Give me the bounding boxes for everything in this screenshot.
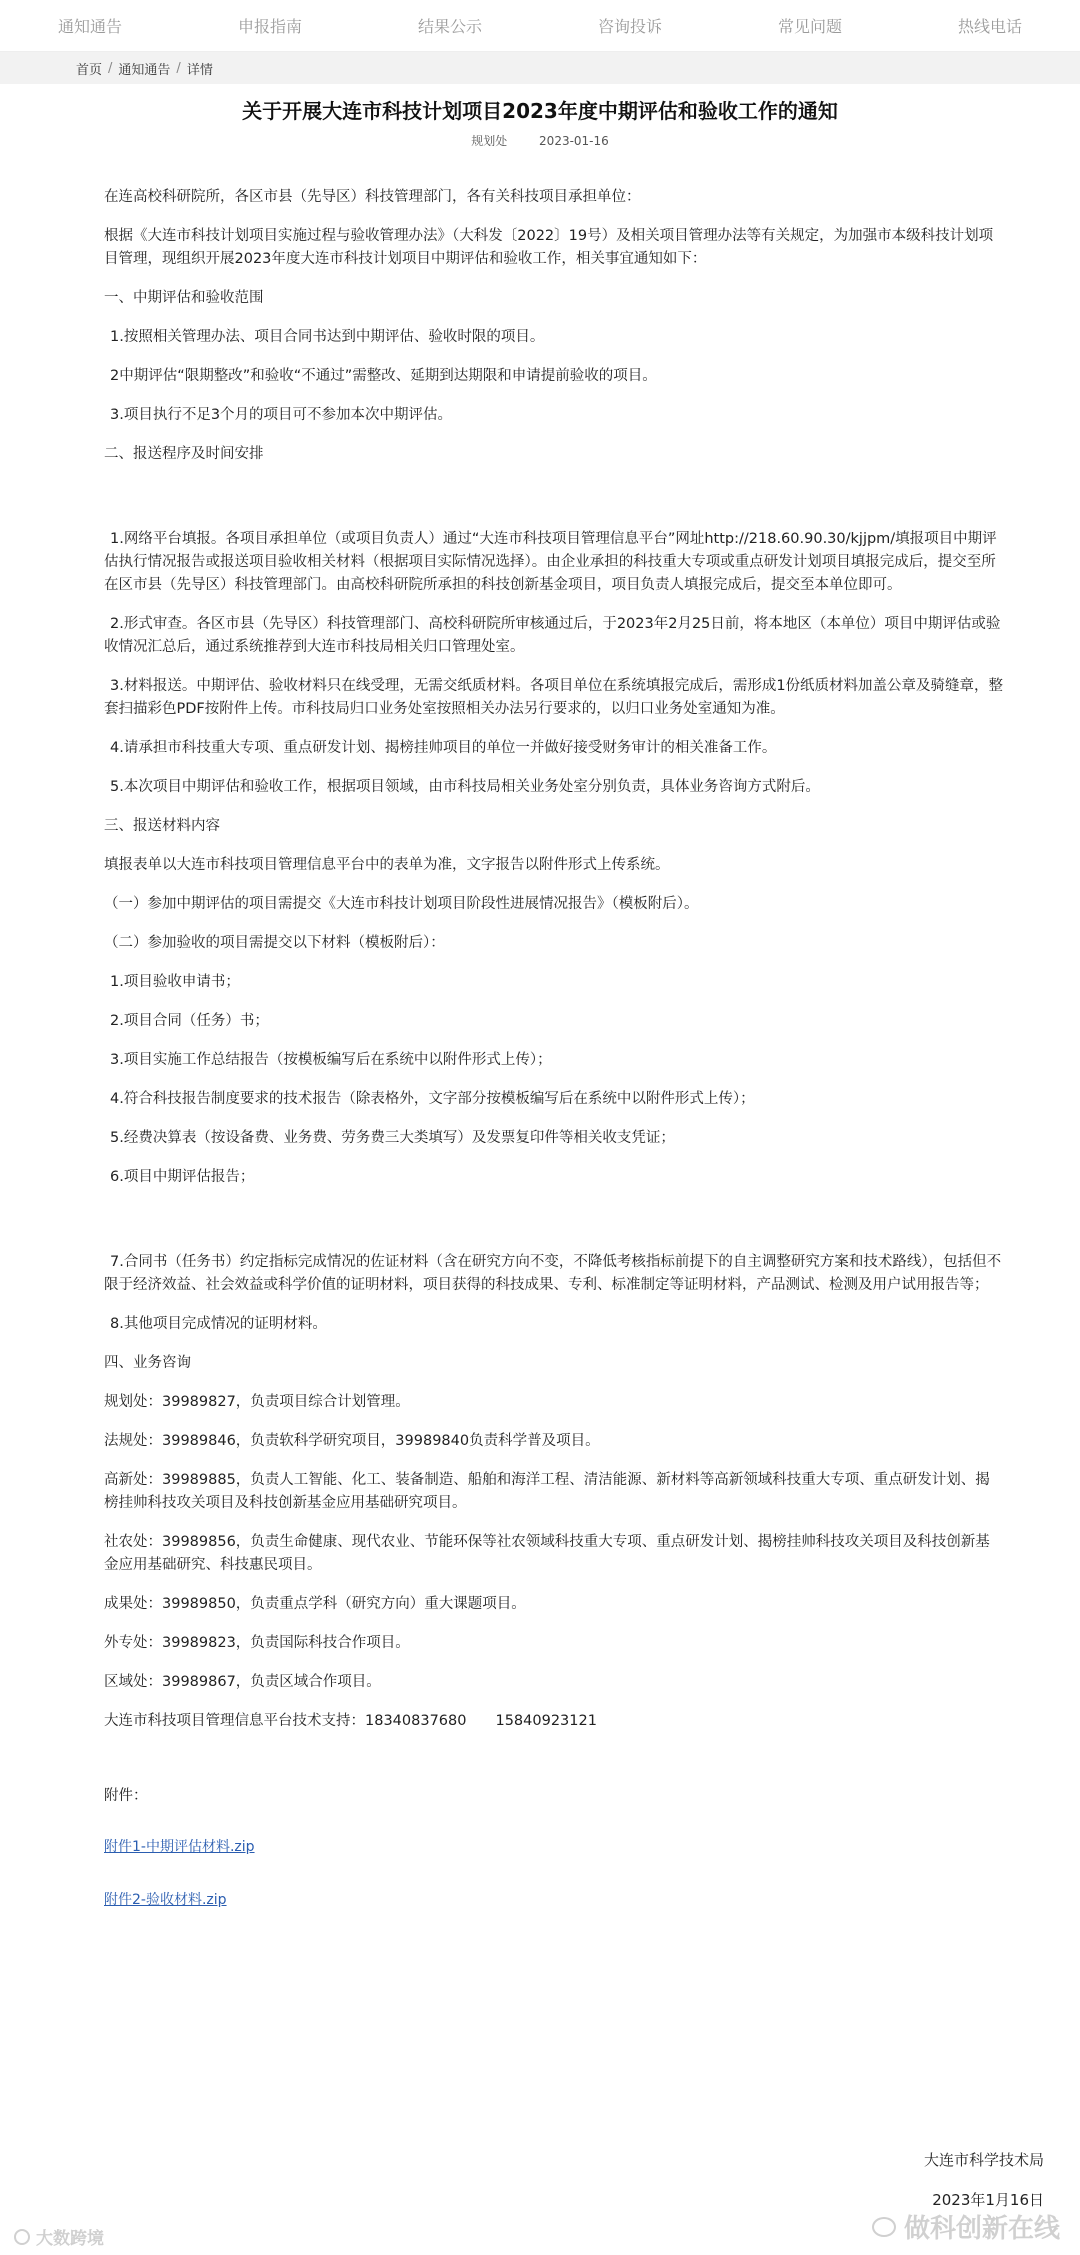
list-item: 2.项目合同（任务）书； — [110, 1013, 269, 1029]
paragraph: 在连高校科研院所，各区市县（先导区）科技管理部门，各有关科技项目承担单位： — [104, 189, 641, 205]
list-item: 5.经费决算表（按设备费、业务费、劳务费三大类填写）及发票复印件等相关收支凭证； — [110, 1130, 675, 1146]
paragraph: （一）参加中期评估的项目需提交《大连市科技计划项目阶段性进展情况报告》（模板附后）。 — [104, 896, 699, 912]
paragraph: 1.按照相关管理办法、项目合同书达到中期评估、验收时限的项目。 — [110, 329, 545, 345]
nav-faq[interactable]: 常见问题 — [777, 17, 842, 36]
watermark-logo-icon — [14, 2229, 30, 2245]
paragraph: 根据《大连市科技计划项目实施过程与验收管理办法》（大科发〔2022〕19号）及相关项目管理办法等有关规定，为加强市本级科技计划项目管理，现组织开展2023年度大连市科技计划项目中期评估和验收工作，相关事宜通知如下： — [104, 228, 994, 267]
nav-notices[interactable]: 通知通告 — [57, 17, 122, 36]
nav-guidelines[interactable]: 申报指南 — [237, 17, 302, 36]
contact-line: 高新处：39989885，负责人工智能、化工、装备制造、船舶和海洋工程、清洁能源、新材料等高新领域科技重大专项、重点研发计划、揭榜挂帅科技攻关项目及科技创新基金应用基础研究项目。 — [104, 1472, 990, 1511]
paragraph: 2中期评估“限期整改”和验收“不通过”需整改、延期到达期限和申请提前验收的项目。 — [110, 368, 657, 384]
attachment-link-midterm[interactable]: 附件1-中期评估材料.zip — [104, 1839, 255, 1855]
list-item: 8.其他项目完成情况的证明材料。 — [110, 1316, 327, 1332]
signature-date: 2023年1月16日 — [932, 2191, 1044, 2209]
tech-support-line: 大连市科技项目管理信息平台技术支持：18340837680 15840923121 — [104, 1713, 597, 1729]
list-item: 7.合同书（任务书）约定指标完成情况的佐证材料（含在研究方向不变，不降低考核指标前提下的自主调整研究方案和技术路线），包括但不限于经济效益、社会效益或科学价值的证明材料，项目获得的科技成果、专利、标准制定等证明材料，产品测试、检测及用户试用报告等； — [104, 1254, 1002, 1293]
attachment-link-acceptance[interactable]: 附件2-验收材料.zip — [104, 1892, 227, 1908]
watermark-right — [872, 2208, 1060, 2245]
breadcrumb-separator: / — [176, 60, 181, 76]
paragraph: （二）参加验收的项目需提交以下材料（模板附后）： — [104, 935, 445, 951]
breadcrumb — [0, 52, 1080, 84]
section-heading: 四、业务咨询 — [104, 1355, 191, 1371]
list-item: 1.项目验收申请书； — [110, 974, 240, 990]
paragraph: 2.形式审查。各区市县（先导区）科技管理部门、高校科研院所审核通过后，于2023年2月25日前，将本地区（本单位）项目中期评估或验收情况汇总后，通过系统推荐到大连市科技局相关归口管理处室。 — [104, 616, 1001, 655]
list-item: 4.符合科技报告制度要求的技术报告（除表格外，文字部分按模板编写后在系统中以附件形式上传）； — [110, 1091, 755, 1107]
nav-complaints[interactable]: 咨询投诉 — [597, 17, 662, 36]
paragraph: 5.本次项目中期评估和验收工作，根据项目领域，由市科技局相关业务处室分别负责，具体业务咨询方式附后。 — [110, 779, 820, 795]
blank-space — [104, 1749, 1004, 1785]
section-heading: 三、报送材料内容 — [104, 818, 220, 834]
nav-hotline[interactable]: 热线电话 — [957, 17, 1022, 36]
breadcrumb-current: 详情 — [186, 62, 213, 78]
list-item: 6.项目中期评估报告； — [110, 1169, 255, 1185]
watermark-left-text: 大数跨境 — [36, 2229, 104, 2249]
blank-space — [104, 1875, 1004, 1889]
paragraph: 填报表单以大连市科技项目管理信息平台中的表单为准，文字报告以附件形式上传系统。 — [104, 857, 670, 873]
article-department: 规划处 — [471, 134, 508, 148]
contact-line: 法规处：39989846，负责软科学研究项目，39989840负责科学普及项目。 — [104, 1433, 600, 1449]
article-body — [104, 186, 1004, 1928]
contact-line: 成果处：39989850，负责重点学科（研究方向）重大课题项目。 — [104, 1596, 526, 1612]
contact-line: 社农处：39989856，负责生命健康、现代农业、节能环保等社农领域科技重大专项、重点研发计划、揭榜挂帅科技攻关项目及科技创新基金应用基础研究、科技惠民项目。 — [104, 1534, 990, 1573]
blank-space — [104, 1205, 1004, 1251]
page-title: 关于开展大连市科技计划项目2023年度中期评估和验收工作的通知 — [242, 99, 838, 123]
paragraph: 3.材料报送。中期评估、验收材料只在线受理，无需交纸质材料。各项目单位在系统填报完成后，需形成1份纸质材料加盖公章及骑缝章，整套扫描彩色PDF按附件上传。市科技局归口业务处室按照相关办法另行要求的，以归口业务处室通知为准。 — [104, 678, 1004, 717]
paragraph: 4.请承担市科技重大专项、重点研发计划、揭榜挂帅项目的单位一并做好接受财务审计的相关准备工作。 — [110, 740, 777, 756]
watermark-right-text: 做科创新在线 — [903, 2214, 1060, 2244]
contact-line: 外专处：39989823，负责国际科技合作项目。 — [104, 1635, 410, 1651]
watermark-left — [14, 2224, 104, 2249]
contact-line: 规划处：39989827，负责项目综合计划管理。 — [104, 1394, 410, 1410]
breadcrumb-separator: / — [108, 60, 113, 76]
paragraph: 1.网络平台填报。各项目承担单位（或项目负责人）通过“大连市科技项目管理信息平台”网址http://218.60.90.30/kjjpm/填报项目中期评估执行情况报告或报送项目验收相关材料（根据项目实际情况选择）。由企业承担的科技重大专项或重点研发计划项目填报完成后，提交至所在区市县（先导区）科技管理部门。由高校科研院所承担的科技创新基金项目，项目负责人填报完成后，提交至本单位即可。 — [104, 531, 997, 593]
paragraph: 3.项目执行不足3个月的项目可不参加本次中期评估。 — [110, 407, 453, 423]
section-heading: 二、报送程序及时间安排 — [104, 446, 264, 462]
attachments-label: 附件： — [104, 1788, 148, 1804]
list-item: 3.项目实施工作总结报告（按模板编写后在系统中以附件形式上传）； — [110, 1052, 552, 1068]
section-heading: 一、中期评估和验收范围 — [104, 290, 264, 306]
signature-org: 大连市科学技术局 — [923, 2151, 1044, 2169]
breadcrumb-notices[interactable]: 通知通告 — [118, 62, 171, 78]
nav-results[interactable]: 结果公示 — [417, 17, 482, 36]
top-navigation — [0, 0, 1080, 52]
breadcrumb-home[interactable]: 首页 — [76, 62, 103, 78]
blank-space — [104, 482, 1004, 528]
wechat-logo-icon — [872, 2217, 896, 2237]
blank-space — [104, 1824, 1004, 1836]
article-date: 2023-01-16 — [539, 134, 609, 148]
contact-line: 区域处：39989867，负责区域合作项目。 — [104, 1674, 381, 1690]
article-meta — [0, 132, 1080, 149]
